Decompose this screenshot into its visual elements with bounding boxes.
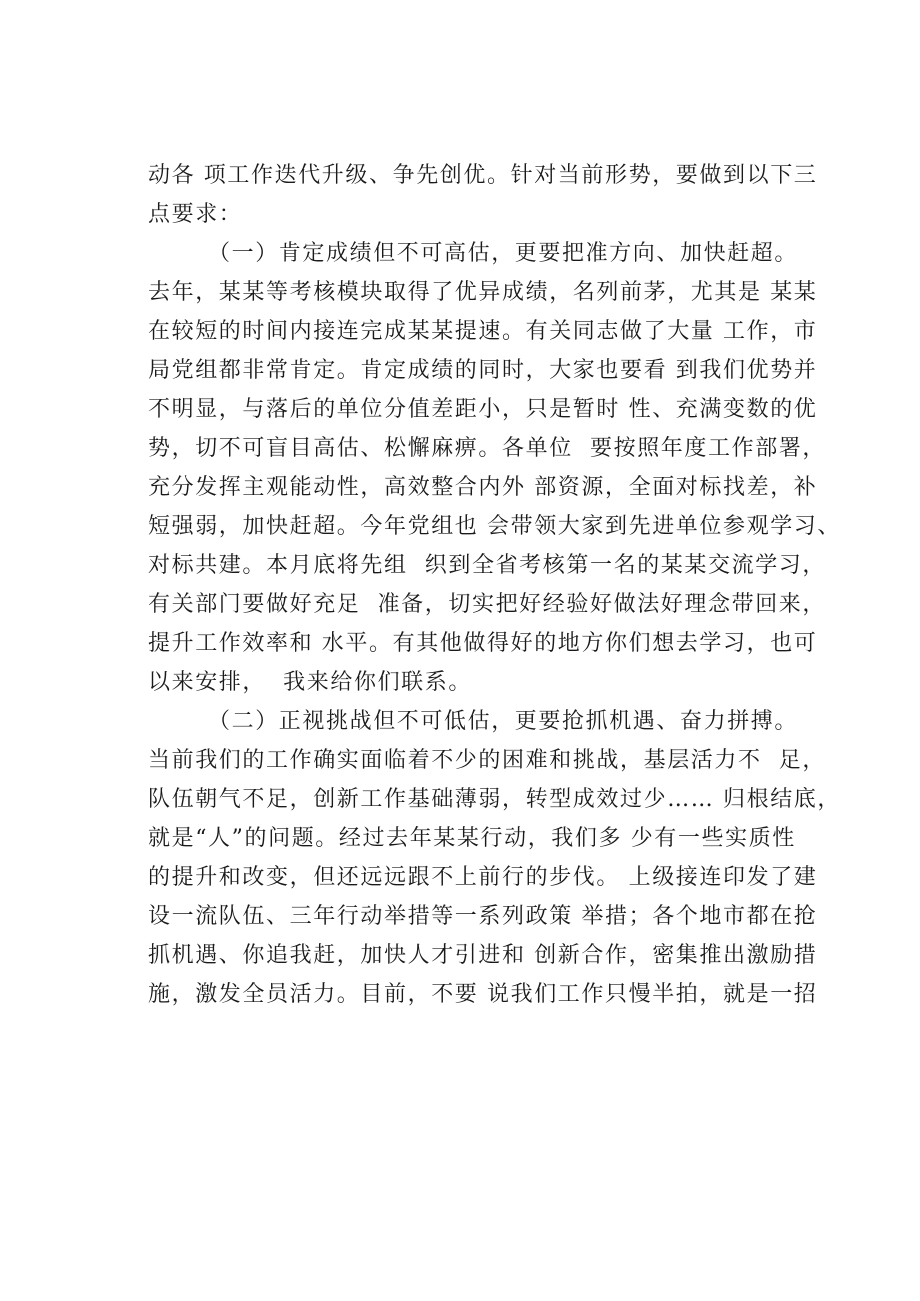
text-line: 施，激发全员活力。目前，不要 说我们工作只慢半拍，就是一招 bbox=[148, 982, 818, 1007]
section-heading-1: （一）肯定成绩但不可高估，更要把准方向、加快赶超。 bbox=[208, 241, 799, 266]
text-line: 就是“人”的问题。经过去年某某行动，我们多 少有一些实质性 bbox=[148, 826, 796, 851]
text-line: 在较短的时间内接连完成某某提速。有关同志做了大量 工作，市 bbox=[148, 319, 818, 344]
text-line: 有关部门要做好充足 准备，切实把好经验好做法好理念带回来， bbox=[148, 592, 826, 617]
text-line: 不明显，与落后的单位分值差距小，只是暂时 性、充满变数的优 bbox=[148, 397, 818, 422]
text-line: 抓机遇、你追我赶，加快人才引进和 创新合作，密集推出激励措 bbox=[148, 943, 818, 968]
text-line: 队伍朝气不足，创新工作基础薄弱，转型成效过少…… 归根结底， bbox=[148, 787, 841, 812]
text-line: 设一流队伍、三年行动举措等一系列政策 举措；各个地市都在抢 bbox=[148, 904, 818, 929]
text-line: 的提升和改变，但还远远跟不上前行的步伐。 上级接连印发了建 bbox=[148, 865, 818, 890]
body-text bbox=[148, 156, 841, 1014]
text-line: 去年，某某等考核模块取得了优异成绩，名列前茅，尤其是 某某 bbox=[148, 280, 818, 305]
text-line: 充分发挥主观能动性，高效整合内外 部资源，全面对标找差，补 bbox=[148, 475, 818, 500]
text-line: 当前我们的工作确实面临着不少的困难和挑战，基层活力不 足， bbox=[148, 748, 826, 773]
text-line: 以来安排， 我来给你们联系。 bbox=[148, 670, 472, 695]
text-line: 短强弱，加快赶超。今年党组也 会带领大家到先进单位参观学习、 bbox=[148, 514, 841, 539]
text-line: 点要求： bbox=[148, 202, 243, 227]
text-line: 势，切不可盲目高估、松懈麻痹。各单位 要按照年度工作部署， bbox=[148, 436, 826, 461]
text-line: 对标共建。本月底将先组 织到全省考核第一名的某某交流学习， bbox=[148, 553, 826, 578]
text-line: 提升工作效率和 水平。有其他做得好的地方你们想去学习，也可 bbox=[148, 631, 818, 656]
text-line: 动各 项工作迭代升级、争先创优。针对当前形势，要做到以下三 bbox=[148, 163, 818, 188]
text-line: 局党组都非常肯定。肯定成绩的同时，大家也要看 到我们优势并 bbox=[148, 358, 818, 383]
section-heading-2: （二）正视挑战但不可低估，更要抢抓机遇、奋力拼搏。 bbox=[208, 709, 799, 734]
